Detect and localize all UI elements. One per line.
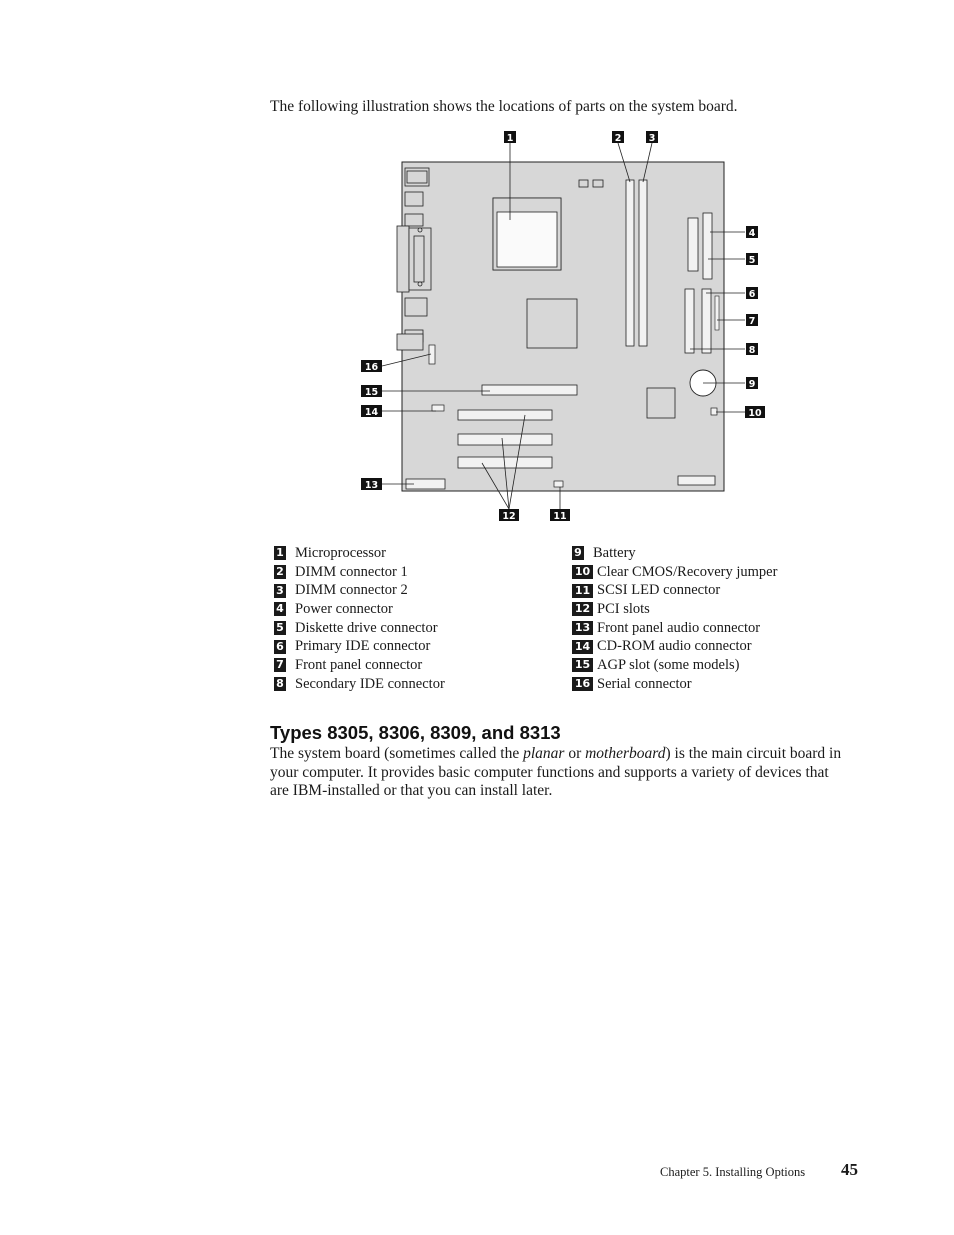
system-board-diagram xyxy=(355,125,775,530)
agp-slot xyxy=(482,385,577,395)
svg-text:9: 9 xyxy=(748,379,756,390)
svg-text:10: 10 xyxy=(748,408,762,419)
legend-number: 6 xyxy=(274,640,286,654)
legend-number: 7 xyxy=(274,658,286,672)
legend-label: Serial connector xyxy=(597,675,692,692)
chipset xyxy=(527,299,577,348)
cd-rom-audio-connector xyxy=(432,405,444,411)
paragraph-emphasis: motherboard xyxy=(585,745,666,762)
microprocessor xyxy=(493,198,561,270)
callout-6 xyxy=(746,287,758,300)
legend-number: 4 xyxy=(274,602,286,616)
svg-text:14: 14 xyxy=(364,407,379,418)
callout-3 xyxy=(646,131,658,144)
section-heading: Types 8305, 8306, 8309, and 8313 xyxy=(270,722,561,743)
legend-label: Battery xyxy=(593,544,636,561)
primary-ide-connector xyxy=(702,289,711,353)
svg-text:15: 15 xyxy=(364,387,379,398)
callout-12 xyxy=(499,509,519,522)
legend-item xyxy=(572,675,777,694)
paragraph-text: or xyxy=(564,745,586,762)
legend-label: PCI slots xyxy=(597,600,650,617)
secondary-ide-connector xyxy=(685,289,694,353)
pci-slot xyxy=(458,410,552,420)
legend-right xyxy=(572,544,777,694)
scsi-led-connector xyxy=(554,481,563,487)
legend-number: 3 xyxy=(274,584,286,598)
pci-slot xyxy=(458,434,552,445)
page-number: 45 xyxy=(841,1160,858,1179)
dimm-connector-1 xyxy=(626,180,634,346)
callout-15 xyxy=(361,385,382,398)
legend-left xyxy=(274,544,445,694)
legend-item xyxy=(274,563,445,582)
svg-text:6: 6 xyxy=(748,289,756,300)
legend-label: Secondary IDE connector xyxy=(295,675,445,692)
legend-item xyxy=(572,600,777,619)
svg-text:7: 7 xyxy=(748,316,756,327)
legend-label: Power connector xyxy=(295,600,393,617)
legend-item xyxy=(572,563,777,582)
intro-text: The following illustration shows the locations of parts on the system board. xyxy=(270,98,738,115)
front-panel-connector xyxy=(715,296,719,330)
paragraph-emphasis: planar xyxy=(523,745,565,762)
clear-cmos-jumper xyxy=(711,408,717,415)
legend-number: 1 xyxy=(274,546,286,560)
legend-label: DIMM connector 2 xyxy=(295,582,408,599)
bottom-connector xyxy=(678,476,715,485)
legend-label: Diskette drive connector xyxy=(295,619,438,636)
legend-number: 8 xyxy=(274,677,286,691)
legend-label: AGP slot (some models) xyxy=(597,656,740,673)
legend-label: CD-ROM audio connector xyxy=(597,638,752,655)
callout-14 xyxy=(361,405,382,418)
svg-text:1: 1 xyxy=(506,133,514,144)
legend-item xyxy=(274,675,445,694)
callout-11 xyxy=(550,509,570,522)
legend-label: Primary IDE connector xyxy=(295,638,431,655)
callout-7 xyxy=(746,314,758,327)
section-paragraph xyxy=(270,745,850,801)
legend-item xyxy=(274,600,445,619)
legend-number: 2 xyxy=(274,565,286,579)
io-chip xyxy=(647,388,675,418)
svg-text:13: 13 xyxy=(364,480,379,491)
legend-label: SCSI LED connector xyxy=(597,582,721,599)
legend-item xyxy=(274,619,445,638)
svg-text:16: 16 xyxy=(364,362,379,373)
legend-number: 9 xyxy=(572,546,584,560)
legend-item xyxy=(572,656,777,675)
legend-label: Front panel audio connector xyxy=(597,619,761,636)
legend-item xyxy=(274,581,445,600)
legend-item xyxy=(274,637,445,656)
legend-item xyxy=(274,656,445,675)
legend-item xyxy=(274,544,445,563)
callout-5 xyxy=(746,253,758,266)
legend-number: 16 xyxy=(572,677,593,691)
diskette-connector xyxy=(703,213,712,279)
legend-item xyxy=(572,544,777,563)
callout-2 xyxy=(612,131,624,144)
legend-item xyxy=(572,637,777,656)
legend-item xyxy=(572,619,777,638)
callout-10 xyxy=(745,406,765,419)
legend-number: 11 xyxy=(572,584,593,598)
callout-9 xyxy=(746,377,758,390)
callout-8 xyxy=(746,343,758,356)
legend-label: Microprocessor xyxy=(295,544,387,561)
power-connector xyxy=(688,218,698,271)
svg-text:3: 3 xyxy=(648,133,656,144)
legend-number: 13 xyxy=(572,621,593,635)
callout-1 xyxy=(504,131,516,144)
svg-text:4: 4 xyxy=(748,228,756,239)
paragraph-text: ) is the main circuit board in your computer. It provides basic computer functions and supports a variety of devices that are IBM-installed or that you can install later. xyxy=(270,745,842,800)
legend-item xyxy=(572,581,777,600)
legend-number: 12 xyxy=(572,602,593,616)
legend-label: Front panel connector xyxy=(295,656,423,673)
svg-text:12: 12 xyxy=(502,511,516,522)
svg-text:11: 11 xyxy=(553,511,567,522)
legend-number: 15 xyxy=(572,658,593,672)
legend-number: 5 xyxy=(274,621,286,635)
svg-text:5: 5 xyxy=(748,255,756,266)
legend-number: 10 xyxy=(572,565,593,579)
footer-chapter: Chapter 5. Installing Options xyxy=(660,1165,806,1179)
paragraph-text: The system board (sometimes called the xyxy=(270,745,524,762)
svg-text:8: 8 xyxy=(748,345,756,356)
callout-13 xyxy=(361,478,382,491)
legend-label: Clear CMOS/Recovery jumper xyxy=(597,563,778,580)
callout-16 xyxy=(361,360,382,373)
legend-number: 14 xyxy=(572,640,593,654)
callout-4 xyxy=(746,226,758,239)
legend-label: DIMM connector 1 xyxy=(295,563,408,580)
dimm-connector-2 xyxy=(639,180,647,346)
svg-text:2: 2 xyxy=(614,133,622,144)
